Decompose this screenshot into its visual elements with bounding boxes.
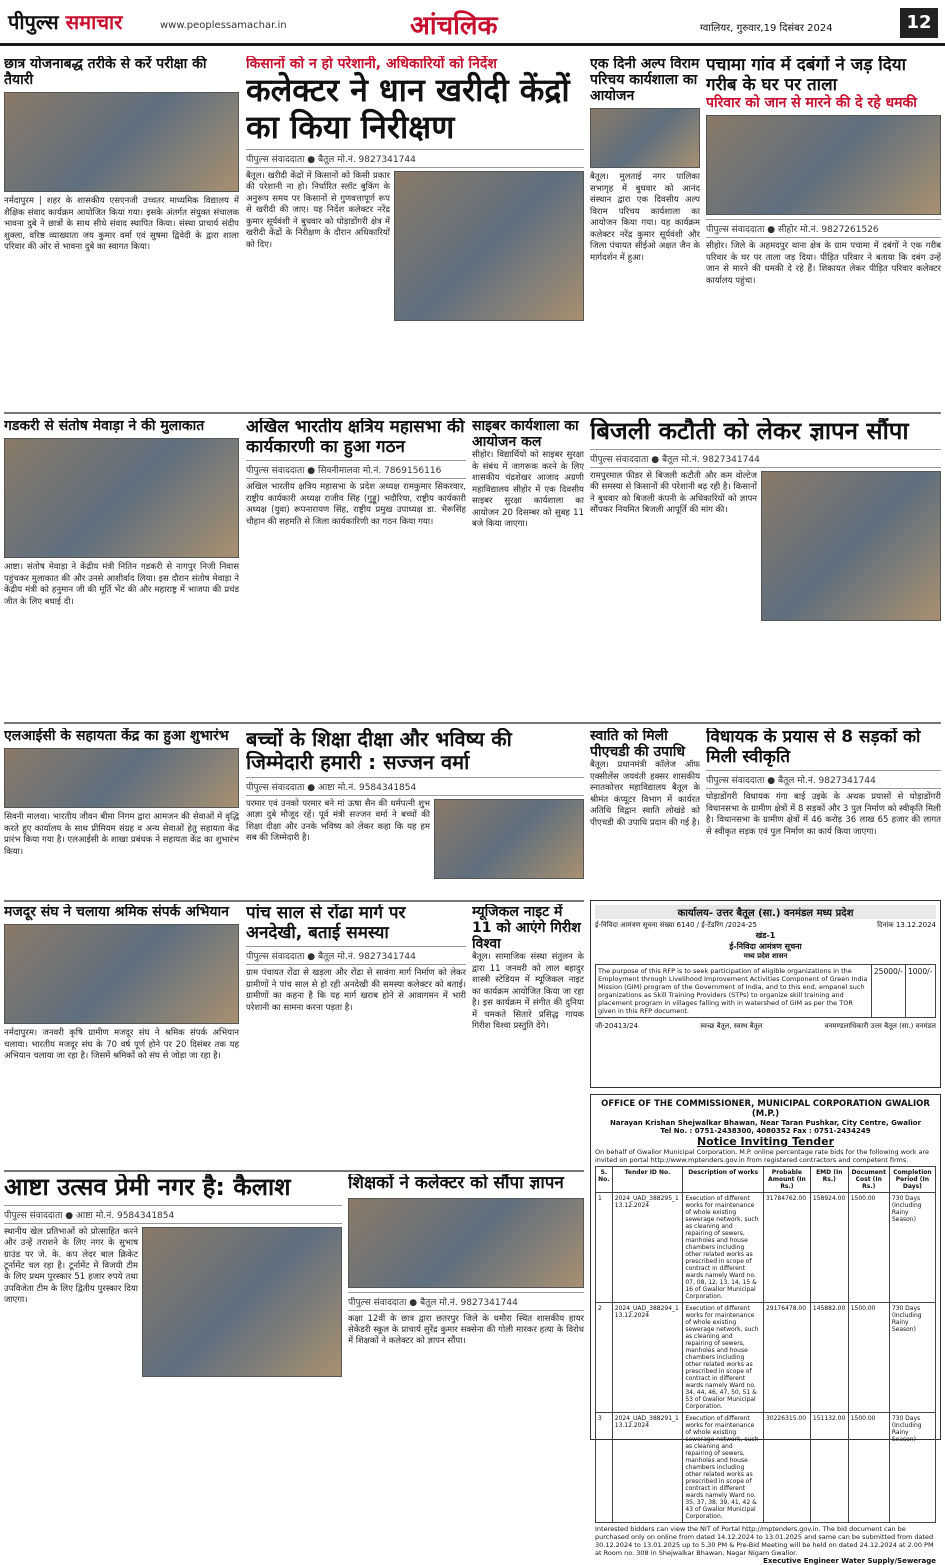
tender-state: मध्य प्रदेश शासन [743,952,788,960]
tender-phone: Tel No. : 0751-2438300, 4080352 Fax : 0751-2434249 [660,1127,871,1135]
article-body: सीहोर। विद्यार्थियों को साइबर सुरक्षा के संबंध में जागरूक करने के लिए शासकीय चंद्रशेखर आजाद अग्रणी महाविद्यालय सीहोर में एक दिवसीय साइबर सुरक्षा कार्यशाला का आयोजन 20 दिसम्बर को सुबह 11 बजे किया जाएगा। [472,450,584,529]
table-cell: Execution of different works for maintenance of whole existing sewerage network, such as cleaning and repairing of sewers, manholes and house chambers including other related works as prescribed in scope of contract in different wards namely Ward no. 34, 44, 46, 47, 50, 51 & 53 of Gwalior Municipal Corporation. [683,1303,764,1413]
article-headline: विधायक के प्रयास से 8 सड़कों को मिली स्वीकृति [706,728,921,767]
article-headline: एक दिनी अल्प विराम परिचय कार्यशाला का आयोजन [590,56,700,105]
article-body: नर्मदापुरम | शहर के शासकीय एसएनजी उच्चतर माध्यमिक विद्यालय में शैक्षिक संवाद कार्यक्रम आयोजित किया गया। इसके अंतर्गत संयुक्त संचालक भावना दुबे ने छात्रों के साथ सीधे संवाद स्थापित किया। संस्था प्राचार्य संदीप शुक्ला, वरिष्ठ व्याख्याता जय कुमार वर्मा एवं सुषमा द्विवेदी के द्वारा शाला परिवार की ओर से भावना दुबे का स्वागत किया। [4,196,239,253]
table-cell: 2024_UAD_388295_1 13.12.2024 [612,1193,683,1303]
article-body: कक्षा 12वीं के छात्र द्वारा छतरपुर जिले के धमौरा स्थित शासकीय हायर सेकेंडरी स्कूल के प्राचार्य सुरेंद्र कुमार सक्सेना की गोली मारकर हत्या के विरोध में शिक्षकों ने कलेक्टर को ज्ञापन सौंपा। [348,1313,584,1347]
tender-part: खंड-1 [755,931,776,940]
table-cell: 145882.00 [810,1303,848,1413]
table-cell: 1 [596,1193,613,1303]
tender-title: Notice Inviting Tender [696,1135,835,1148]
table-cell: 29176478.00 [763,1303,810,1413]
article-electricity-memo [590,418,941,718]
article-sajjan-verma [246,728,584,896]
table-header [596,1167,936,1193]
article-body: रामपुरमाल फीडर से बिजली कटौती और कम वोल्टेज की समस्या से किसानों की परेशानी बढ़ रही है। किसानों ने बुधवार को बिजली कंपनी के अधिकारियों को ज्ञापन सौंपकर नियमित बिजली आपूर्ति की मांग की। [590,470,757,515]
article-cyber-workshop [472,418,584,718]
article-headline: कलेक्टर ने धान खरीदी केंद्रों का किया निरीक्षण [246,71,570,146]
tender-address: Narayan Krishan Shejwalkar Bhawan, Near Taran Pushkar, City Centre, Gwalior [609,1119,922,1127]
article-headline: शिक्षकों ने कलेक्टर को सौंपा ज्ञापन [348,1174,564,1193]
section-divider [4,1170,584,1172]
table-cell: 158924.00 [810,1193,848,1303]
article-body: परमार एवं उनको परमार बने मां ऊषा सैन की धर्मपत्नी शुभ आज्ञा दुबे मौजूद रहें। पूर्व मंत्री सज्जन वर्मा ने बच्चों की शिक्षा दीक्षा और उनके भविष्य को लेकर कहा कि यह हम सब की जिम्मेदारी है। [246,799,430,844]
section-divider [4,412,941,414]
tender-notice-betul [590,900,941,1088]
article-body: नर्मदापुरम। जनवरी कृषि ग्रामीण मजदूर संघ ने श्रमिक संपर्क अभियान चलाया। भारतीय मजदूर संघ के 70 वर्ष पूर्ण होने पर 20 दिसंबर तक यह अभियान चलाया जा रहा है। जिसमें श्रमिकों को संघ से जोड़ा जा रहा है। [4,1028,239,1062]
table-header-cell: Completion Period (In Days) [889,1167,935,1193]
article-subhead: परिवार को जान से मारने की दे रहे धमकी [706,95,917,112]
article-body: बैतूल। खरीदी केंद्रों में किसानों को किसी प्रकार की परेशानी ना हो। निर्धारित स्लॉट बुकिंग के अनुरूप समय पर किसानों से गुणवत्तापूर्ण रूप से खरीदी की जाए। यह निर्देश कलेक्टर नरेंद्र कुमार सूर्यवंशी ने बुधवार को घोड़ाडोंगरी क्षेत्र में खरीदी केंद्रों के निरीक्षण के दौरान अधिकारियों को दिए। [246,170,390,250]
article-photo [348,1198,584,1288]
table-cell: 2024_UAD_388291_1 13.12.2024 [612,1413,683,1523]
table-header-cell: Document Cost (In Rs.) [848,1167,889,1193]
article-headline: साइबर कार्यशाला का आयोजन कल [472,418,579,451]
table-row [596,1193,936,1303]
table-row [596,1413,936,1523]
article-body: सीहोर। जिले के अहमदपुर थाना क्षेत्र के ग्राम पचामा में दबंगों ने एक गरीब परिवार के घर पर ताला जड़ दिया। पीड़ित परिवार ने बताया कि दबंग उन्हें जान से मारने की धमकी दे रहे हैं। शिकायत लेकर पीड़ित परिवार कलेक्टर कार्यालय पहुंचा। [706,241,941,286]
article-headline: आष्टा उत्सव प्रेमी नगर है: कैलाश [4,1174,291,1201]
article-byline: पीपुल्स संवाददाता ● बैतूल मो.नं. 9827341744 [348,1292,584,1311]
masthead [0,0,945,46]
tender-notice-gwalior [590,1094,941,1565]
article-body: बैतूल। प्रधानमंत्री कॉलेज ऑफ एक्सीलेंस जयवंती हक्सर शासकीय स्नातकोत्तर महाविद्यालय बैतूल के श्रीमंत कंप्यूटर विभाग में कार्यरत अतिथि विद्वान स्वाति लोखंडे को पीएचडी की उपाधि प्रदान की गई है। [590,760,700,828]
article-headline: एलआईसी के सहायता केंद्र का हुआ शुभारंभ [4,728,229,744]
article-photo [4,92,239,192]
table-cell: 3 [596,1413,613,1523]
article-ashta-festival [4,1174,342,1440]
tender-office: OFFICE OF THE COMMISSIONER, MUNICIPAL CORPORATION GWALIOR (M.P.) [601,1099,930,1119]
article-byline: पीपुल्स संवाददाता ● सिवनीमालवा मो.नं. 7869156116 [246,460,466,479]
table-cell: 1500.00 [848,1193,889,1303]
article-byline: पीपुल्स संवाददाता ● बैतूल मो.नं. 9827341744 [590,449,941,468]
article-kicker: किसानों को न हो परेशानी, अधिकारियों को निर्देश [246,56,497,72]
table-cell: 730 Days (Including Rainy Season) [889,1303,935,1413]
article-photo [4,438,239,558]
article-photo [590,108,700,168]
newspaper-logo: पीपुल्स समाचार [8,10,123,34]
section-divider [4,900,584,902]
article-body: बैतूल। मुलताई नगर पालिका सभागृह में बुधवार को आनंद संस्थान द्वारा एक दिवसीय अल्प विराम परिचय कार्यशाला का आयोजन किया गया। यह कार्यक्रम कलेक्टर नरेंद्र कुमार सूर्यवंशी और जिला पंचायत सीईओ अक्षत जैन के मार्गदर्शन में हुआ। [590,172,700,263]
article-body: सिवनी मालवा। भारतीय जीवन बीमा निगम द्वारा आमजन की सेवाओं में वृद्धि करते हुए कार्यालय के साथ प्रीमियम संग्रह व अन्य सेवाओं हेतु सहायता केंद्र प्रारंभ किया गया है। एलआईसी के शाखा प्रबंधक ने सहायता केंद्र का शुभारंभ किया। [4,812,239,857]
article-byline: पीपुल्स संवाददाता ● सीहोर मो.नं. 9827261526 [706,219,941,238]
article-headline: म्यूजिकल नाइट में 11 को आएंगे गिरीश विश्वा [472,904,581,953]
article-body: आष्टा। संतोष मेवाड़ा ने केंद्रीय मंत्री नितिन गडकरी से नागपुर निजी निवास पहुंचकर मुलाकात की और उनसे आशीर्वाद लिया। इस दौरान संतोष मेवाड़ा ने केंद्रीय मंत्री को हनुमान जी की मूर्ति भेंट की और महाराष्ट्र में भाजपा की प्रचंड जीत के लिए बधाई दी। [4,562,239,607]
table-header-cell: EMD (In Rs.) [810,1167,848,1193]
table-cell: Execution of different works for maintenance of whole existing sewerage network, such as cleaning and repairing of sewers, manholes and house chambers including other related works as prescribed in scope of contract in different wards namely Ward no. 07, 08, 12, 13, 14, 15 & 16 of Gwalior Municipal Corporation. [683,1193,764,1303]
table-cell: 151132.00 [810,1413,848,1523]
article-photo [4,748,239,808]
article-photo [4,924,239,1024]
tender-heading: ई-निविदा आमंत्रण सूचना [729,942,802,951]
article-labour-union [4,904,239,1166]
article-exam-preparation [4,56,239,408]
article-gadkari-meeting [4,418,239,718]
article-body: स्थानीय खेल प्रतिभाओं को प्रोत्साहित करने और उन्हें तराशने के लिए नगर के सुभाष ग्राउंड पर जे. के. कप लेदर बाल क्रिकेट टूर्नामेंट चल रहा है। टूर्नामेंट में विजयी टीम के लिए प्रथम पुरस्कार 51 हजार रुपये तथा उपविजेता टीम के लिए द्वितीय पुरस्कार दिया जाएगा। [4,1226,138,1306]
table-header-cell: Probable Amount (In Rs.) [763,1167,810,1193]
article-body: बैतूल। सामाजिक संस्था संतुलन के द्वारा 11 जनवरी को लाल बहादुर शास्त्री स्टेडियम में म्यूजिकल नाइट का कार्यक्रम आयोजित किया जा रहा है। इस कार्यक्रम में संगीत की दुनिया में चमकते सितारे प्रसिद्ध गायक गिरीश विश्वा प्रस्तुति देंगे। [472,952,584,1032]
article-headline: गडकरी से संतोष मेवाड़ा ने की मुलाकात [4,418,205,434]
table-cell: 730 Days (Including Rainy Season) [889,1193,935,1303]
article-workshop [590,56,700,408]
tender-date: दिनांक 13.12.2024 [877,921,936,929]
article-rondha-road [246,904,466,1166]
issue-date: ग्वालियर, गुरुवार,19 दिसंबर 2024 [700,23,833,34]
website-url: www.peoplessamachar.in [160,20,287,31]
article-lic-center [4,728,239,896]
table-cell: 730 Days (Including Rainy Season) [889,1413,935,1523]
article-photo [706,115,941,215]
table-cell: 30226315.00 [763,1413,810,1523]
tender-code: जी-20413/24 [595,1022,639,1030]
article-road-approval [706,728,941,896]
tender-intro: On behalf of Gwalior Municipal Corporation, M.P. online percentage rate bids for the following work are invited on portal http://www.mptenders.gov.in from registered contractors and competent firms. [595,1148,930,1164]
page-number: 12 [900,8,938,38]
article-musical-night [472,904,584,1166]
table-cell: 1500.00 [848,1303,889,1413]
article-teachers-memo [348,1174,584,1440]
article-byline: पीपुल्स संवाददाता ● बैतूल मो.नं. 9827341744 [246,946,466,965]
table-row [596,1303,936,1413]
tender-signature: Executive Engineer Water Supply/Sewerage [763,1557,936,1565]
article-photo [142,1227,342,1377]
tender-footnote: Interested bidders can view the NIT of Portal http://mptenders.gov.in. The bid document can be purchased only on online from dated 14.12.2024 to 13.01.2025 and same can be submitted from dated 30.12.2024 to 13.01.2025 up to 5.30 PM & Pre-Bid Meeting will be held on dated 24.12.2024 at 2.00 PM at Room no. 308 in Shejwalkar Bhawan, Nagar Nigam Gwalior. [595,1525,934,1557]
article-headline: बिजली कटौती को लेकर ज्ञापन सौंपा [590,418,909,445]
table-cell: Execution of different works for maintenance of whole existing sewerage network, such as cleaning and repairing of sewers, manholes and house chambers including other related works as prescribed in scope of contract in different wards namely Ward no. 35, 37, 38, 39, 41, 42 & 43 of Gwalior Municipal Corporation. [683,1413,764,1523]
article-photo [761,471,941,621]
article-photo [394,171,584,321]
table-cell: 1500.00 [848,1413,889,1523]
article-byline: पीपुल्स संवाददाता ● आष्टा मो.नं. 9584341854 [4,1205,342,1224]
article-body: घोड़ाडोंगरी विधायक गंगा बाई उइके के अथक प्रयासों से घोड़ाडोंगरी विधानसभा के ग्रामीण क्षेत्रों में 8 सड़कों और 3 पुल निर्माण को स्वीकृति मिली है। विधानसभा के ग्रामीण क्षेत्रों में 46 करोड़ 36 लाख 65 हजार की लागत से स्वीकृत सड़क एवं पुल निर्माण का कार्य किया जाएगा। [706,792,941,837]
section-divider [4,722,941,724]
table-cell: 2024_UAD_388294_1 13.12.2024 [612,1303,683,1413]
table-cell: 2 [596,1303,613,1413]
article-headline: पचामा गांव में दबंगों ने जड़ दिया गरीब के घर पर ताला [706,56,907,95]
article-photo [434,799,584,879]
table-cell: 31784762.00 [763,1193,810,1303]
tender-office: कार्यालय- उत्तर बैतूल (सा.) वनमंडल मध्य प्रदेश [595,905,936,919]
article-pachama-lock [706,56,941,408]
article-body: अखिल भारतीय क्षत्रिय महासभा के प्रदेश अध्यक्ष रामकुमार सिकरवार, राष्ट्रीय कार्यकारी अध्यक्ष राजीव सिंह (गुड्डू) भदौरिया, राष्ट्रीय कार्यकारी अध्यक्ष (युवा) रूपनारायण सिंह, राष्ट्रीय प्रमुख उपाध्यक्ष डा. भैरूसिंह चौहान की सहमति से जिला कार्यकारिणी का गठन किया गया। [246,482,466,527]
article-headline: बच्चों के शिक्षा दीक्षा और भविष्य की जिम्मेदारी हमारी : सज्जन वर्मा [246,728,512,774]
article-headline: अखिल भारतीय क्षत्रिय महासभा की कार्यकारणी का हुआ गठन [246,418,465,457]
article-body: ग्राम पंचायत रोंढा से खड़ला और रोंढा से सावंगा मार्ग निर्माण को लेकर ग्रामीणों ने पांच साल से हो रही अनदेखी की समस्या कलेक्टर को बताई। ग्रामीणों का कहना है कि यह मार्ग खराब होने से आवागमन में भारी परेशानी का सामना करना पड़ता है। [246,968,466,1013]
article-phd-swati [590,728,700,896]
tender-table [595,1166,936,1523]
article-headline: मजदूर संघ ने चलाया श्रमिक संपर्क अभियान [4,904,229,920]
table-header-cell: S. No. [596,1167,613,1193]
tender-table [595,964,936,1018]
article-headline: पांच साल से रोंढा मार्ग पर अनदेखी, बताई समस्या [246,904,406,943]
table-header-cell: Description of works [683,1167,764,1193]
tender-emd: 1000/- [906,965,936,1018]
article-byline: पीपुल्स संवाददाता ● आष्टा मो.नं. 9584341854 [246,777,584,796]
article-byline: पीपुल्स संवाददाता ● बैतूल मो.नं. 9827341744 [706,770,941,789]
tender-ref: ई-निविदा आमंत्रण सूचना संख्या 6140 / ई-टेंडरिंग /2024-25 [595,921,757,929]
article-headline: छात्र योजनाबद्ध तरीके से करें परीक्षा की तैयारी [4,56,207,89]
article-byline: पीपुल्स संवाददाता ● बैतूल मो.नं. 9827341744 [246,149,584,168]
tender-slogan: स्वच्छ बैतूल, स्वस्थ बैतूल [700,1022,763,1030]
article-paddy-inspection [246,56,584,408]
section-title: आंचलिक [410,11,498,41]
article-headline: स्वाति को मिली पीएचडी की उपाधि [590,728,685,761]
table-header-cell: Tender ID No. [612,1167,683,1193]
article-kshatriya-mahasabha [246,418,466,718]
tender-desc: The purpose of this RFP is to seek participation of eligible organizations in the Employment through Livelihood Improvement Activities Component of Green India Mission (GIM) program of the Government of India, and to this end, empanel such organizations as Skill Training Providers (STPs) to organize skill training and placement program in villages falling with in watershed of GIM as per the TOR given in this RFP document. [596,965,872,1018]
tender-amount: 25000/- [871,965,905,1018]
tender-signature: वनमण्डलाधिकारी उत्तर बैतूल (सा.) वनमंडल [824,1022,936,1030]
